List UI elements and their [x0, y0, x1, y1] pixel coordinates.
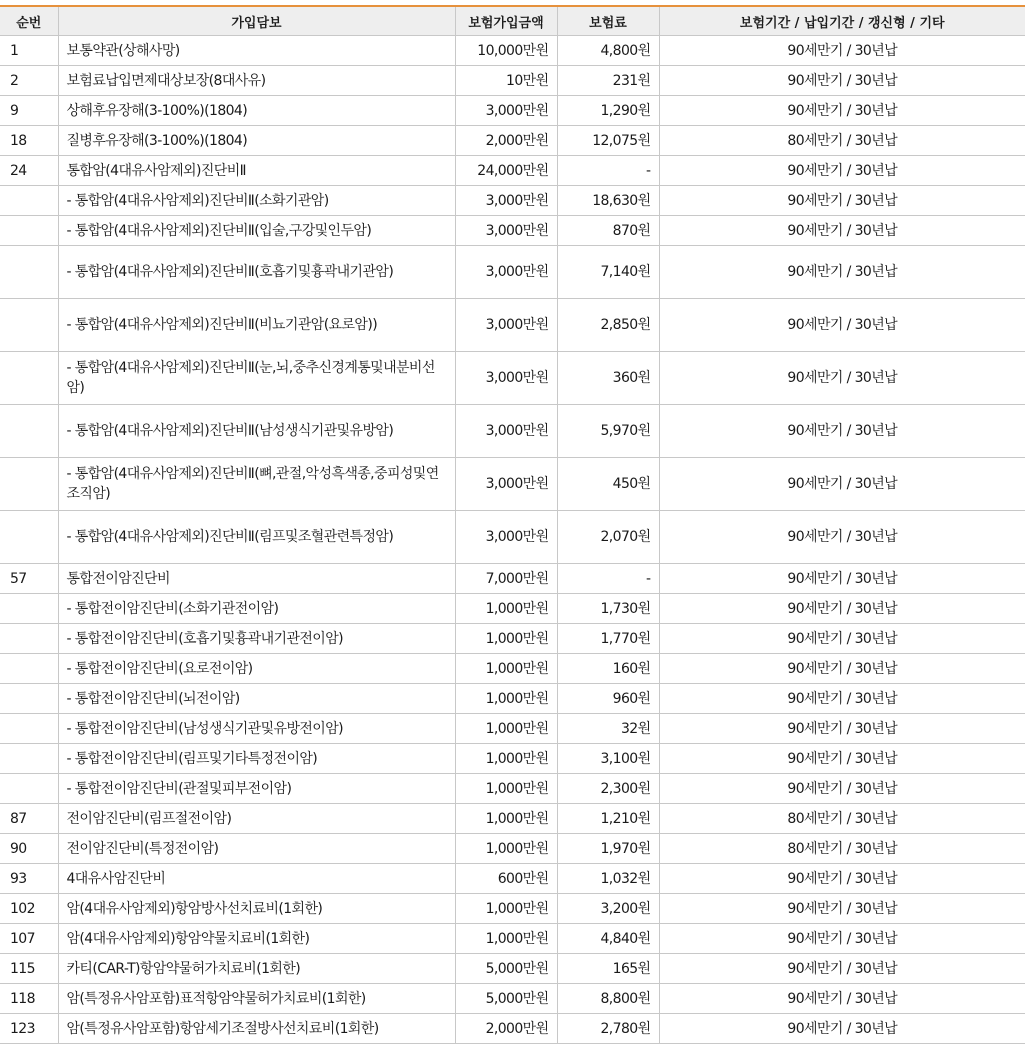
- table-row: [0, 684, 1025, 714]
- table-row: [0, 458, 1025, 511]
- row-seq-cell: [0, 299, 58, 352]
- row-premium-cell: 960원: [557, 684, 659, 714]
- table-header-row: [0, 7, 1025, 36]
- table-row: [0, 744, 1025, 774]
- row-coverage-cell: 통합전이암진단비: [58, 564, 455, 594]
- row-amount-cell: 3,000만원: [455, 299, 557, 352]
- header-coverage: 가입담보: [58, 7, 455, 36]
- row-seq-cell: 107: [0, 924, 58, 954]
- row-premium-cell: 2,300원: [557, 774, 659, 804]
- row-amount-cell: 1,000만원: [455, 804, 557, 834]
- row-term-cell: 80세만기 / 30년납: [659, 834, 1025, 864]
- row-premium-cell: 1,970원: [557, 834, 659, 864]
- header-premium: 보험료: [557, 7, 659, 36]
- row-seq-cell: [0, 654, 58, 684]
- table-row: [0, 594, 1025, 624]
- row-seq-cell: 2: [0, 66, 58, 96]
- row-term-cell: 90세만기 / 30년납: [659, 246, 1025, 299]
- row-seq-cell: 9: [0, 96, 58, 126]
- row-amount-cell: 3,000만원: [455, 216, 557, 246]
- row-coverage-cell: 통합암(4대유사암제외)진단비Ⅱ: [58, 156, 455, 186]
- row-amount-cell: 3,000만원: [455, 246, 557, 299]
- row-amount-cell: 24,000만원: [455, 156, 557, 186]
- row-coverage-cell: - 통합전이암진단비(호흡기및흉곽내기관전이암): [58, 624, 455, 654]
- table-row: [0, 216, 1025, 246]
- row-seq-cell: 24: [0, 156, 58, 186]
- row-coverage-cell: 암(특정유사암포함)표적항암약물허가치료비(1회한): [58, 984, 455, 1014]
- table-row: [0, 654, 1025, 684]
- row-seq-cell: [0, 594, 58, 624]
- row-seq-cell: [0, 624, 58, 654]
- row-coverage-cell: 4대유사암진단비: [58, 864, 455, 894]
- row-premium-cell: 2,780원: [557, 1014, 659, 1044]
- row-amount-cell: 2,000만원: [455, 1014, 557, 1044]
- row-term-cell: 90세만기 / 30년납: [659, 654, 1025, 684]
- row-term-cell: 90세만기 / 30년납: [659, 984, 1025, 1014]
- row-coverage-cell: - 통합전이암진단비(뇌전이암): [58, 684, 455, 714]
- row-amount-cell: 3,000만원: [455, 352, 557, 405]
- row-premium-cell: 3,100원: [557, 744, 659, 774]
- row-amount-cell: 1,000만원: [455, 684, 557, 714]
- table-row: [0, 774, 1025, 804]
- row-term-cell: 90세만기 / 30년납: [659, 744, 1025, 774]
- row-seq-cell: 102: [0, 894, 58, 924]
- row-amount-cell: 1,000만원: [455, 594, 557, 624]
- row-coverage-cell: - 통합암(4대유사암제외)진단비Ⅱ(비뇨기관암(요로암)): [58, 299, 455, 352]
- row-amount-cell: 3,000만원: [455, 405, 557, 458]
- row-premium-cell: 2,850원: [557, 299, 659, 352]
- table-row: [0, 156, 1025, 186]
- row-premium-cell: 3,200원: [557, 894, 659, 924]
- table-row: [0, 924, 1025, 954]
- row-premium-cell: 165원: [557, 954, 659, 984]
- row-premium-cell: 2,070원: [557, 511, 659, 564]
- table-row: [0, 126, 1025, 156]
- row-coverage-cell: - 통합암(4대유사암제외)진단비Ⅱ(소화기관암): [58, 186, 455, 216]
- table-row: [0, 834, 1025, 864]
- table-row: [0, 894, 1025, 924]
- row-coverage-cell: - 통합전이암진단비(관절및피부전이암): [58, 774, 455, 804]
- row-premium-cell: 450원: [557, 458, 659, 511]
- row-term-cell: 90세만기 / 30년납: [659, 96, 1025, 126]
- row-coverage-cell: - 통합전이암진단비(남성생식기관및유방전이암): [58, 714, 455, 744]
- row-coverage-cell: 전이암진단비(특정전이암): [58, 834, 455, 864]
- row-seq-cell: 115: [0, 954, 58, 984]
- row-amount-cell: 3,000만원: [455, 458, 557, 511]
- row-amount-cell: 1,000만원: [455, 654, 557, 684]
- row-amount-cell: 10만원: [455, 66, 557, 96]
- row-term-cell: 90세만기 / 30년납: [659, 186, 1025, 216]
- row-seq-cell: [0, 246, 58, 299]
- row-premium-cell: 1,290원: [557, 96, 659, 126]
- row-coverage-cell: - 통합전이암진단비(요로전이암): [58, 654, 455, 684]
- row-premium-cell: -: [557, 564, 659, 594]
- row-amount-cell: 2,000만원: [455, 126, 557, 156]
- row-premium-cell: 8,800원: [557, 984, 659, 1014]
- row-amount-cell: 5,000만원: [455, 954, 557, 984]
- row-term-cell: 90세만기 / 30년납: [659, 352, 1025, 405]
- header-seq: 순번: [0, 7, 58, 36]
- row-amount-cell: 1,000만원: [455, 894, 557, 924]
- table-row: [0, 564, 1025, 594]
- row-term-cell: 90세만기 / 30년납: [659, 774, 1025, 804]
- row-term-cell: 90세만기 / 30년납: [659, 299, 1025, 352]
- row-seq-cell: 87: [0, 804, 58, 834]
- table-row: [0, 299, 1025, 352]
- table-row: [0, 66, 1025, 96]
- row-coverage-cell: 암(4대유사암제외)항암약물치료비(1회한): [58, 924, 455, 954]
- row-seq-cell: 93: [0, 864, 58, 894]
- row-term-cell: 90세만기 / 30년납: [659, 405, 1025, 458]
- row-seq-cell: 1: [0, 36, 58, 66]
- row-premium-cell: 231원: [557, 66, 659, 96]
- row-coverage-cell: 카티(CAR-T)항암약물허가치료비(1회한): [58, 954, 455, 984]
- row-seq-cell: [0, 186, 58, 216]
- row-amount-cell: 1,000만원: [455, 834, 557, 864]
- row-seq-cell: 18: [0, 126, 58, 156]
- row-seq-cell: 57: [0, 564, 58, 594]
- table-row: [0, 246, 1025, 299]
- row-premium-cell: 7,140원: [557, 246, 659, 299]
- row-term-cell: 90세만기 / 30년납: [659, 216, 1025, 246]
- header-amount: 보험가입금액: [455, 7, 557, 36]
- row-coverage-cell: 암(4대유사암제외)항암방사선치료비(1회한): [58, 894, 455, 924]
- row-premium-cell: 160원: [557, 654, 659, 684]
- row-amount-cell: 5,000만원: [455, 984, 557, 1014]
- row-term-cell: 80세만기 / 30년납: [659, 804, 1025, 834]
- row-coverage-cell: 전이암진단비(림프절전이암): [58, 804, 455, 834]
- row-coverage-cell: - 통합전이암진단비(소화기관전이암): [58, 594, 455, 624]
- row-amount-cell: 7,000만원: [455, 564, 557, 594]
- row-amount-cell: 1,000만원: [455, 624, 557, 654]
- row-amount-cell: 1,000만원: [455, 714, 557, 744]
- row-premium-cell: 1,730원: [557, 594, 659, 624]
- row-seq-cell: [0, 352, 58, 405]
- row-term-cell: 90세만기 / 30년납: [659, 594, 1025, 624]
- coverage-table: [0, 7, 1025, 1044]
- row-premium-cell: -: [557, 156, 659, 186]
- row-premium-cell: 4,800원: [557, 36, 659, 66]
- row-seq-cell: [0, 744, 58, 774]
- row-coverage-cell: 보험료납입면제대상보장(8대사유): [58, 66, 455, 96]
- row-amount-cell: 10,000만원: [455, 36, 557, 66]
- row-coverage-cell: - 통합암(4대유사암제외)진단비Ⅱ(호흡기및흉곽내기관암): [58, 246, 455, 299]
- row-premium-cell: 360원: [557, 352, 659, 405]
- row-coverage-cell: - 통합암(4대유사암제외)진단비Ⅱ(남성생식기관및유방암): [58, 405, 455, 458]
- row-term-cell: 90세만기 / 30년납: [659, 924, 1025, 954]
- row-seq-cell: [0, 774, 58, 804]
- row-seq-cell: [0, 714, 58, 744]
- row-term-cell: 90세만기 / 30년납: [659, 624, 1025, 654]
- table-row: [0, 1014, 1025, 1044]
- table-row: [0, 954, 1025, 984]
- row-seq-cell: [0, 458, 58, 511]
- table-row: [0, 624, 1025, 654]
- row-amount-cell: 1,000만원: [455, 924, 557, 954]
- row-term-cell: 80세만기 / 30년납: [659, 126, 1025, 156]
- row-seq-cell: [0, 405, 58, 458]
- row-coverage-cell: - 통합암(4대유사암제외)진단비Ⅱ(눈,뇌,중추신경계통및내분비선암): [58, 352, 455, 405]
- row-amount-cell: 3,000만원: [455, 511, 557, 564]
- table-row: [0, 405, 1025, 458]
- row-amount-cell: 600만원: [455, 864, 557, 894]
- row-seq-cell: 118: [0, 984, 58, 1014]
- table-row: [0, 511, 1025, 564]
- row-amount-cell: 1,000만원: [455, 774, 557, 804]
- row-coverage-cell: 질병후유장해(3-100%)(1804): [58, 126, 455, 156]
- table-row: [0, 96, 1025, 126]
- row-premium-cell: 5,970원: [557, 405, 659, 458]
- table-row: [0, 714, 1025, 744]
- row-term-cell: 90세만기 / 30년납: [659, 564, 1025, 594]
- row-premium-cell: 870원: [557, 216, 659, 246]
- table-row: [0, 804, 1025, 834]
- table-row: [0, 36, 1025, 66]
- row-term-cell: 90세만기 / 30년납: [659, 156, 1025, 186]
- row-term-cell: 90세만기 / 30년납: [659, 36, 1025, 66]
- row-term-cell: 90세만기 / 30년납: [659, 684, 1025, 714]
- row-coverage-cell: 상해후유장해(3-100%)(1804): [58, 96, 455, 126]
- row-coverage-cell: - 통합전이암진단비(림프및기타특정전이암): [58, 744, 455, 774]
- row-coverage-cell: 암(특정유사암포함)항암세기조절방사선치료비(1회한): [58, 1014, 455, 1044]
- table-row: [0, 984, 1025, 1014]
- row-coverage-cell: - 통합암(4대유사암제외)진단비Ⅱ(뼈,관절,악성흑색종,중피성및연조직암): [58, 458, 455, 511]
- row-seq-cell: 123: [0, 1014, 58, 1044]
- row-seq-cell: [0, 511, 58, 564]
- row-term-cell: 90세만기 / 30년납: [659, 66, 1025, 96]
- row-term-cell: 90세만기 / 30년납: [659, 864, 1025, 894]
- table-row: [0, 186, 1025, 216]
- row-term-cell: 90세만기 / 30년납: [659, 511, 1025, 564]
- row-amount-cell: 1,000만원: [455, 744, 557, 774]
- table-row: [0, 352, 1025, 405]
- row-premium-cell: 1,770원: [557, 624, 659, 654]
- table-row: [0, 864, 1025, 894]
- row-term-cell: 90세만기 / 30년납: [659, 894, 1025, 924]
- row-premium-cell: 1,032원: [557, 864, 659, 894]
- header-term: 보험기간 / 납입기간 / 갱신형 / 기타: [659, 7, 1025, 36]
- row-amount-cell: 3,000만원: [455, 186, 557, 216]
- row-amount-cell: 3,000만원: [455, 96, 557, 126]
- row-coverage-cell: - 통합암(4대유사암제외)진단비Ⅱ(림프및조혈관련특정암): [58, 511, 455, 564]
- row-coverage-cell: - 통합암(4대유사암제외)진단비Ⅱ(입술,구강및인두암): [58, 216, 455, 246]
- row-premium-cell: 1,210원: [557, 804, 659, 834]
- row-coverage-cell: 보통약관(상해사망): [58, 36, 455, 66]
- row-premium-cell: 4,840원: [557, 924, 659, 954]
- row-seq-cell: 90: [0, 834, 58, 864]
- row-term-cell: 90세만기 / 30년납: [659, 714, 1025, 744]
- row-premium-cell: 18,630원: [557, 186, 659, 216]
- row-term-cell: 90세만기 / 30년납: [659, 954, 1025, 984]
- table-body: [0, 36, 1025, 1044]
- row-seq-cell: [0, 684, 58, 714]
- row-term-cell: 90세만기 / 30년납: [659, 1014, 1025, 1044]
- row-seq-cell: [0, 216, 58, 246]
- row-premium-cell: 12,075원: [557, 126, 659, 156]
- row-term-cell: 90세만기 / 30년납: [659, 458, 1025, 511]
- row-premium-cell: 32원: [557, 714, 659, 744]
